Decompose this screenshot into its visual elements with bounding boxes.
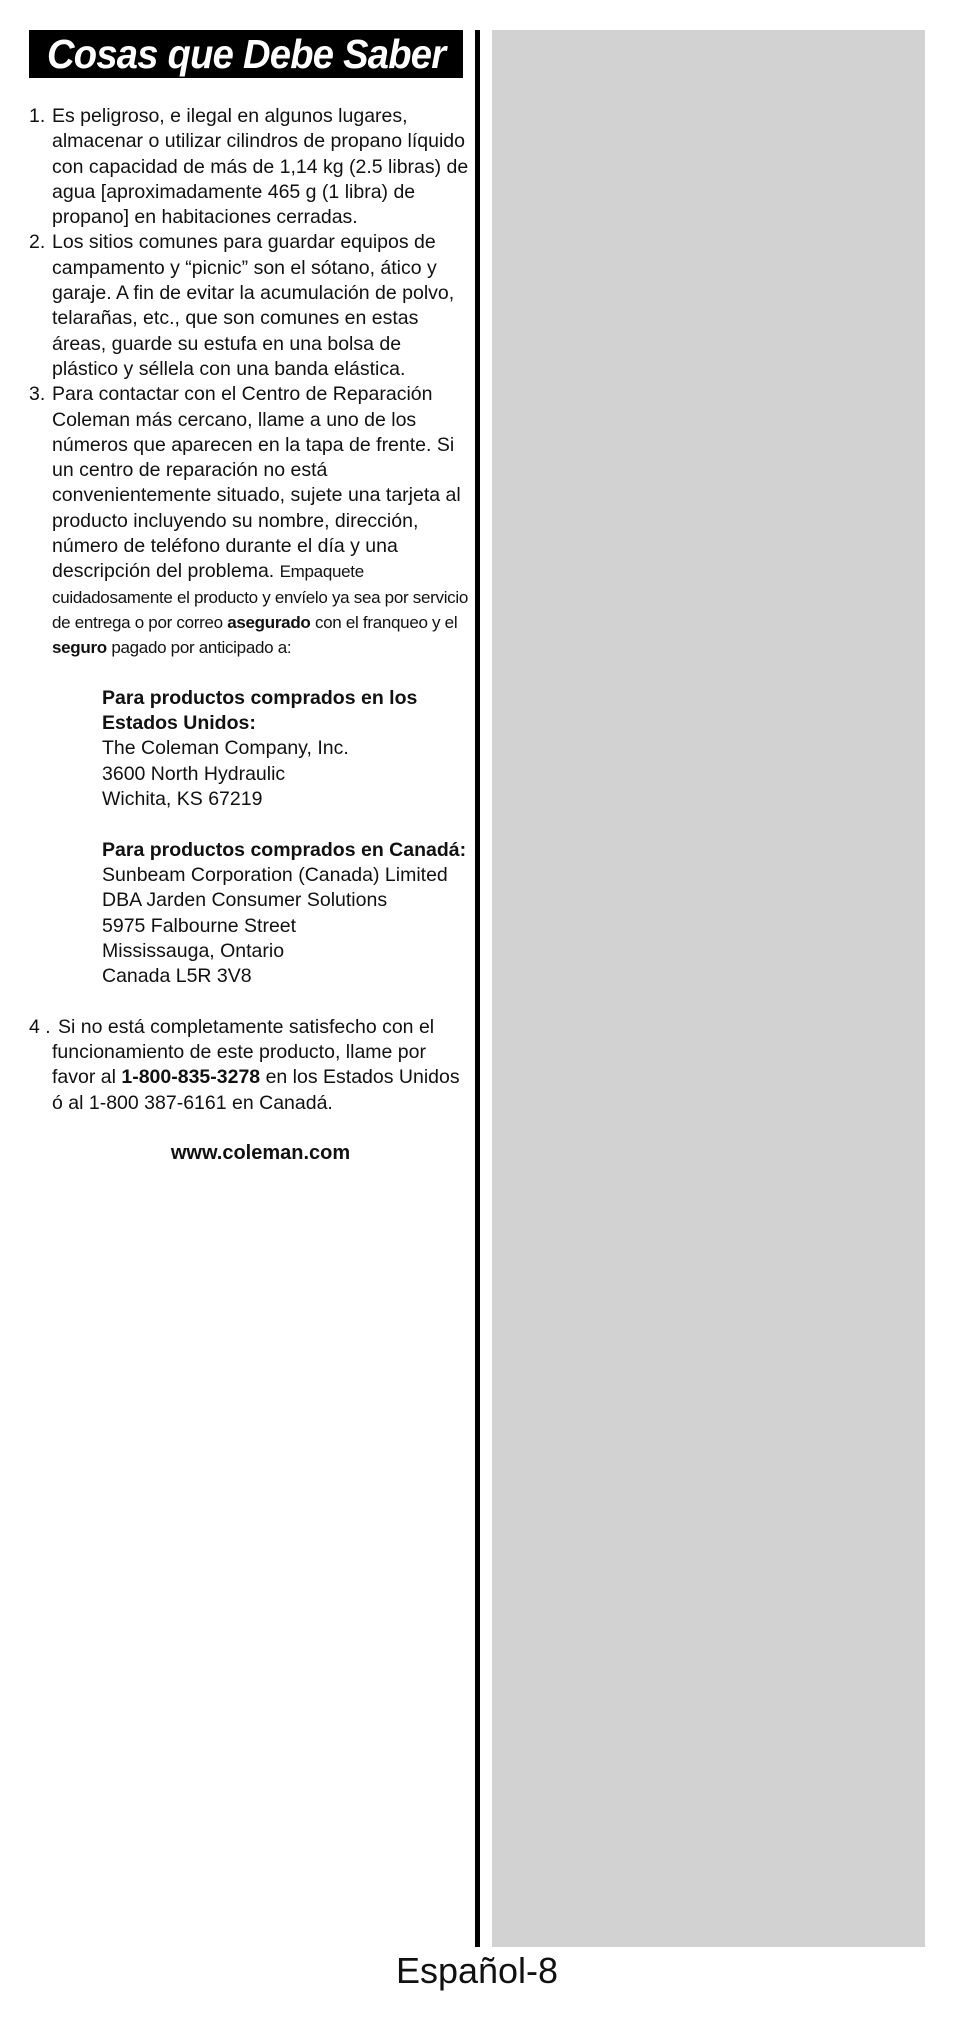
address-line: DBA Jarden Consumer Solutions: [102, 889, 388, 912]
insurance-label: seguro: [52, 638, 107, 658]
address-heading: Para productos comprados en Canadá:: [102, 838, 467, 861]
phone-us: 1-800-835-3278: [121, 1066, 261, 1089]
shipping-text: Empaquete cuidadosamente el producto y envíelo ya sea por servicio de entrega o por correo: [52, 562, 469, 632]
item-number: 3.: [29, 383, 46, 406]
page-title: Cosas que Debe Saber: [46, 30, 446, 77]
address-line: Mississauga, Ontario: [102, 939, 285, 962]
item-text: en Canadá.: [232, 1091, 333, 1114]
title-banner: [29, 30, 463, 78]
address-line: 3600 North Hydraulic: [102, 762, 286, 785]
item-text: en los Estados Unidos ó al: [52, 1066, 460, 1114]
list-item: [29, 1015, 469, 1116]
phone-canada: 1-800 387-6161: [88, 1091, 227, 1114]
shipping-text: con el franqueo y el: [314, 612, 458, 632]
address-line: The Coleman Company, Inc.: [102, 737, 349, 760]
column-divider: [475, 30, 480, 1947]
address-heading: Para productos comprados en los Estados Unidos:: [102, 686, 418, 735]
address-line: Sunbeam Corporation (Canada) Limited: [102, 863, 448, 886]
item-text: Los sitios comunes para guardar equipos de campamento y “picnic” son el sótano, ático y garaje. A fin de evitar la acumulación de polvo, telarañas, etc., que son comunes en estas áreas, guarde su estufa en una bolsa de plástico y séllela con una banda elástica.: [52, 231, 455, 380]
insured-label: asegurado: [227, 612, 311, 632]
address-line: Canada L5R 3V8: [102, 965, 252, 988]
item-number: 4 .: [29, 1015, 51, 1038]
address-canada: [102, 838, 469, 990]
list-item: [29, 230, 469, 382]
item-text: Es peligroso, e ilegal en algunos lugares, almacenar o utilizar cilindros de propano líquido con capacidad de más de 1,14 kg (2.5 libras) de agua [aproximadamente 465 g (1 libra) de propano] en habitaciones cerradas.: [52, 105, 469, 229]
address-line: Wichita, KS 67219: [102, 788, 263, 811]
blank-gray-panel: [492, 30, 925, 1947]
shipping-text: pagado por anticipado a:: [111, 638, 292, 658]
item-text: Si no está completamente satisfecho con el funcionamiento de este producto, llame por favor al: [52, 1015, 435, 1089]
item-number: 1.: [29, 105, 46, 127]
item-number: 2.: [29, 231, 46, 254]
website-link[interactable]: www.coleman.com: [170, 1142, 351, 1165]
address-line: 5975 Falbourne Street: [102, 914, 297, 937]
address-us: [102, 686, 469, 812]
item-text: Para contactar con el Centro de Reparación Coleman más cercano, llame a uno de los números que aparecen en la tapa de frente. Si un centro de reparación no está convenientemente situado, sujete una tarjeta al producto incluyendo su nombre, dirección, número de teléfono durante el día y una descripción del problema.: [52, 383, 461, 583]
instructions-list: [29, 104, 469, 1166]
list-item: [29, 104, 469, 230]
page-number: Español-8: [395, 1950, 559, 1991]
list-item: [29, 382, 469, 989]
